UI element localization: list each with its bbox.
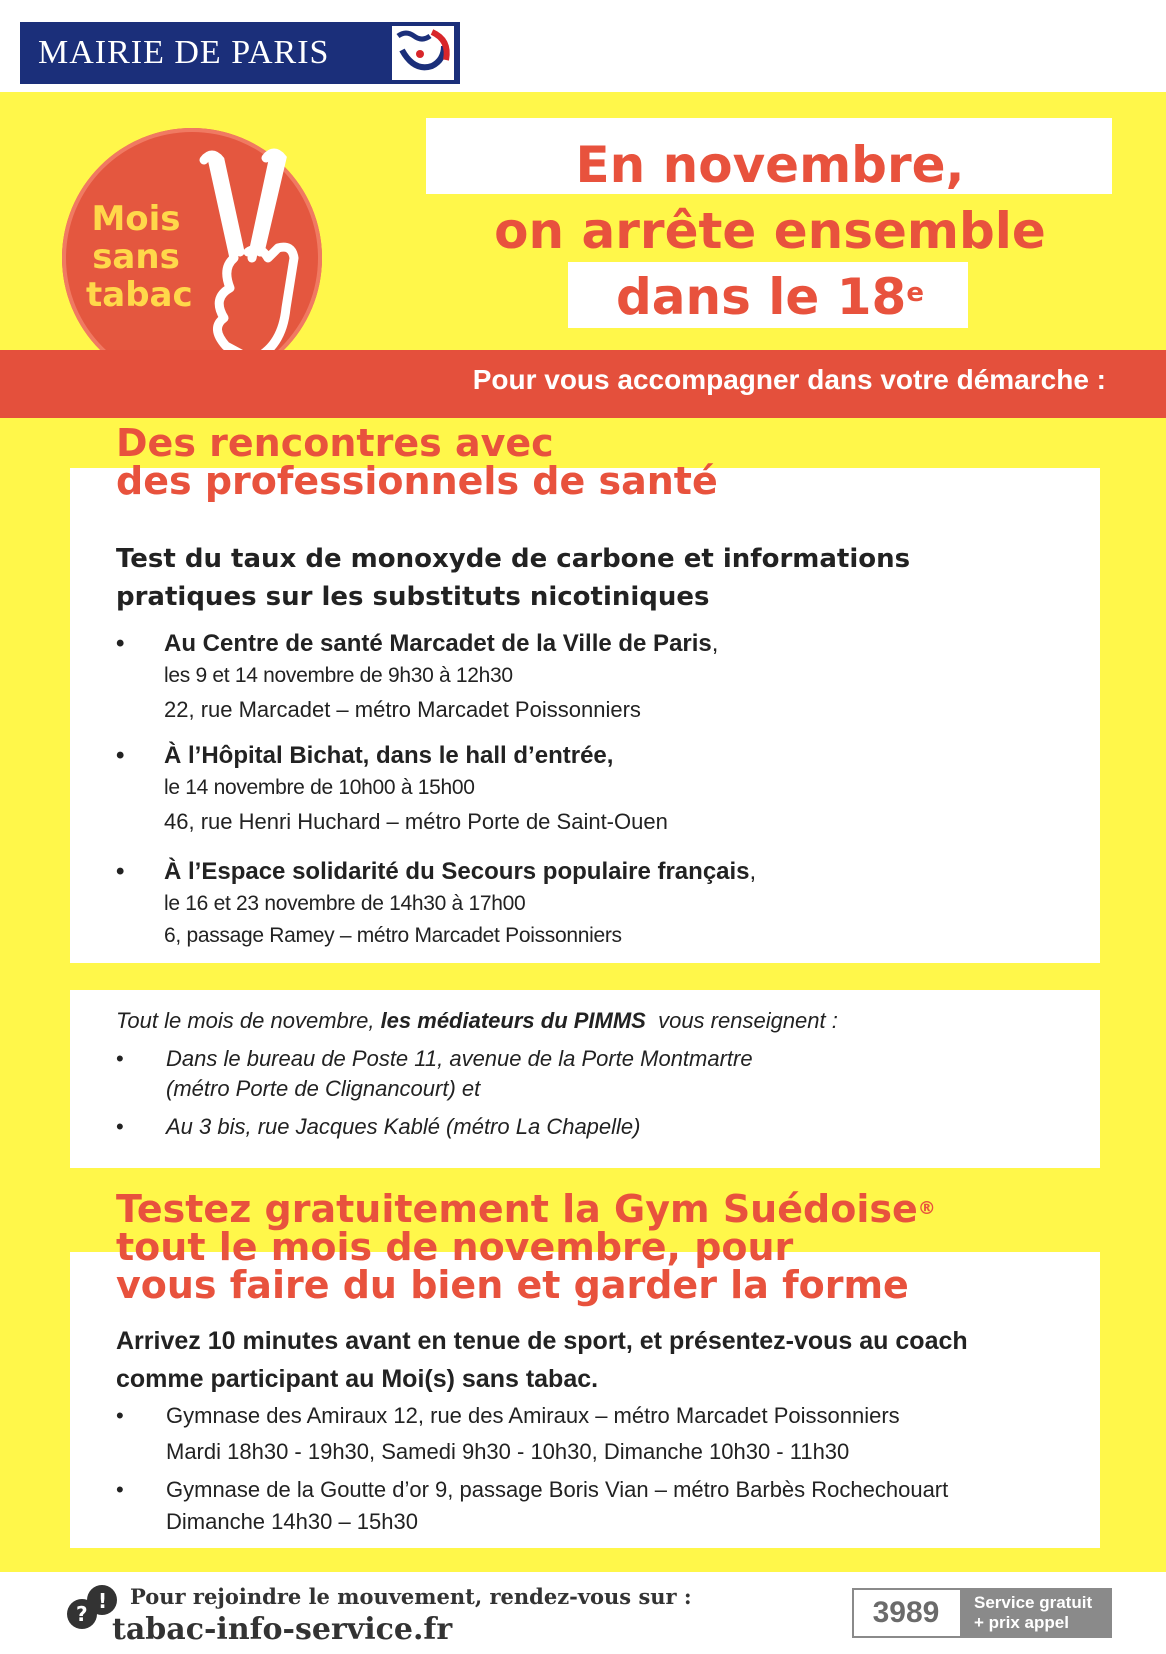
pimms-item <box>116 1044 1016 1104</box>
bullet: • <box>116 1114 124 1139</box>
phone-tag <box>960 1590 1110 1636</box>
pimms-intro <box>116 1006 838 1036</box>
headline-line-2: on arrête ensemble <box>494 202 1046 260</box>
gym-item-line-2: Dimanche 14h30 – 15h30 <box>166 1509 418 1534</box>
gym-intro <box>116 1322 968 1398</box>
section-title-line-2: des professionnels de santé <box>116 459 718 503</box>
header <box>0 0 1166 92</box>
location-place <box>164 628 1076 660</box>
badge-line-3: tabac <box>86 275 193 315</box>
location-dates: le 16 et 23 novembre de 14h30 à 17h00 <box>164 892 526 915</box>
location-place <box>164 740 1076 772</box>
place-name: Au Centre de santé Marcadet de la Ville de Paris <box>164 630 712 657</box>
location-item <box>116 740 1076 838</box>
location-address: 46, rue Henri Huchard – métro Porte de Saint-Ouen <box>164 809 668 834</box>
headline-line-1: En novembre, <box>575 136 965 194</box>
gym-item-line-1: Gymnase de la Goutte d’or 9, passage Boris Vian – métro Barbès Rochechouart <box>166 1477 949 1502</box>
victory-hand-icon <box>182 148 312 368</box>
section-title-gym <box>116 1187 936 1307</box>
intro-band-text: Pour vous accompagner dans votre démarche : <box>472 364 1106 395</box>
pimms-intro-bold: les médiateurs du PIMMS <box>380 1008 646 1033</box>
intro-band <box>0 350 1166 418</box>
location-dates: les 9 et 14 novembre de 9h30 à 12h30 <box>164 664 513 687</box>
pimms-intro-after: vous renseignent : <box>645 1008 838 1033</box>
section-title-line-1: Des rencontres avec <box>116 421 554 465</box>
bullet: • <box>116 1046 124 1071</box>
place-name: À l’Espace solidarité du Secours populaire français <box>164 858 750 885</box>
gym-intro-line-2: comme participant au Moi(s) sans tabac. <box>116 1365 599 1393</box>
gym-item <box>116 1398 1076 1470</box>
location-dates: le 14 novembre de 10h00 à 15h00 <box>164 776 475 799</box>
pimms-intro-before: Tout le mois de novembre, <box>116 1008 381 1033</box>
pimms-item-line-2: (métro Porte de Clignancourt) et <box>166 1076 481 1101</box>
place-name: À l’Hôpital Bichat, dans le hall d’entrée, <box>164 742 614 769</box>
location-address: 22, rue Marcadet – métro Marcadet Poissonniers <box>164 697 641 722</box>
location-place <box>164 856 1076 888</box>
gym-item-line-1: Gymnase des Amiraux 12, rue des Amiraux – métro Marcadet Poissonniers <box>166 1403 900 1428</box>
headline-line-3-text: dans le 18 <box>616 268 907 326</box>
phone-tag-line-2: + prix appel <box>974 1613 1069 1632</box>
section-title-health <box>116 421 718 503</box>
mois-sans-tabac-badge <box>62 128 322 388</box>
gym-title-text: Testez gratuitement la Gym Suédoise <box>116 1187 918 1231</box>
phone-tag-line-1: Service gratuit <box>974 1593 1093 1612</box>
bullet: • <box>116 630 125 657</box>
pimms-item-line-1: Dans le bureau de Poste 11, avenue de la Porte Montmartre <box>166 1046 753 1071</box>
headline <box>420 132 1120 330</box>
badge-text <box>86 199 193 315</box>
health-subtitle <box>116 540 910 616</box>
gym-intro-line-1: Arrivez 10 minutes avant en tenue de sport, et présentez-vous au coach <box>116 1327 968 1355</box>
bullet: • <box>116 1403 124 1428</box>
svg-text:?: ? <box>76 1602 88 1626</box>
place-suffix: , <box>711 630 719 657</box>
bullet: • <box>116 1477 124 1502</box>
gym-title-line-2: tout le mois de novembre, pour <box>116 1225 794 1269</box>
place-suffix: , <box>749 858 757 885</box>
footer-site-link[interactable]: tabac-info-service.fr <box>112 1612 453 1647</box>
phone-number[interactable]: 3989 <box>872 1596 940 1629</box>
badge-line-1: Mois <box>91 199 181 239</box>
svg-text:!: ! <box>98 1589 108 1613</box>
location-item <box>116 856 1076 952</box>
bullet: • <box>116 742 125 769</box>
location-item <box>116 628 1076 726</box>
badge-line-2: sans <box>92 237 180 277</box>
gym-title-line-1 <box>116 1187 936 1231</box>
gym-title-line-3: vous faire du bien et garder la forme <box>116 1263 909 1307</box>
footer-join-text: Pour rejoindre le mouvement, rendez-vous sur : <box>130 1584 692 1609</box>
subtitle-line-1: Test du taux de monoxyde de carbone et informations <box>116 544 911 574</box>
headline-superscript: e <box>906 278 924 308</box>
registered-mark: ® <box>917 1198 936 1219</box>
bullet: • <box>116 858 125 885</box>
gym-item <box>116 1474 1076 1538</box>
headline-line-3 <box>420 264 1120 330</box>
pimms-item-line-1: Au 3 bis, rue Jacques Kablé (métro La Chapelle) <box>166 1114 641 1139</box>
phone-service-box[interactable] <box>852 1588 1112 1638</box>
pimms-item <box>116 1112 1016 1142</box>
mairie-de-paris-logo <box>20 22 460 84</box>
gym-item-line-2: Mardi 18h30 - 19h30, Samedi 9h30 - 10h30, Dimanche 10h30 - 11h30 <box>166 1439 850 1464</box>
mairie-title: MAIRIE DE PARIS <box>38 34 330 71</box>
subtitle-line-2: pratiques sur les substituts nicotiniques <box>116 582 710 612</box>
location-address: 6, passage Ramey – métro Marcadet Poissonniers <box>164 924 622 947</box>
paris-emblem-icon <box>392 26 454 80</box>
